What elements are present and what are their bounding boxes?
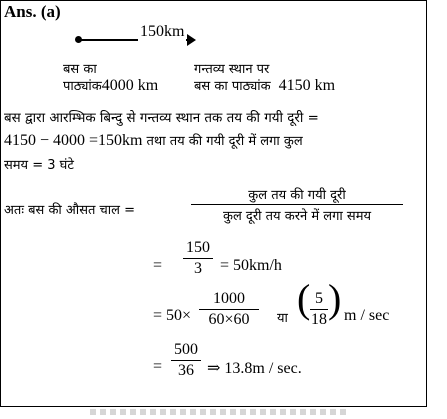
arrow-head-icon [187, 34, 196, 46]
step1-den: 3 [194, 260, 202, 277]
step3-result: ⇒ 13.8m / sec. [207, 360, 302, 377]
step2-pnum: 5 [315, 290, 323, 307]
step1-num: 150 [186, 239, 210, 256]
step1-eq: = [153, 257, 163, 274]
fraction-bar [171, 360, 201, 361]
answer-heading: Ans. (a) [4, 2, 61, 21]
cropped-text-strip [90, 409, 350, 415]
formula-label: अतः बस की औसत चाल = [4, 203, 136, 218]
step1-fraction [183, 239, 213, 278]
step2-paren-group [297, 276, 342, 331]
left-paren: ( [297, 276, 311, 321]
start-label-line2 [63, 76, 158, 95]
para-math: 4150 − 4000 =150km [4, 132, 143, 149]
step2-paren-fraction [310, 290, 328, 329]
fraction-bar [191, 204, 403, 205]
step2-pden: 18 [311, 311, 327, 328]
end-value: 4150 km [278, 77, 336, 94]
step2-or: या [277, 311, 288, 326]
end-label-line2 [194, 76, 335, 95]
step2-prefix: = 50× [153, 307, 192, 324]
start-point [75, 36, 82, 43]
step2-den: 60×60 [208, 311, 250, 328]
step2-num: 1000 [213, 290, 245, 307]
start-value: 4000 km [101, 77, 159, 94]
formula-numerator: कुल तय की गयी दूरी [248, 188, 346, 203]
fraction-bar [199, 309, 259, 310]
end-label-line1: गन्तव्य स्थान पर [194, 62, 270, 77]
para-text: तथा तय की गयी दूरी में लगा कुल [146, 134, 303, 149]
fraction-bar [183, 258, 213, 259]
step1-result: = 50km/h [220, 257, 282, 274]
step3-den: 36 [178, 362, 194, 379]
start-label-line1: बस का [63, 62, 97, 77]
step2-unit: m / sec [344, 307, 390, 324]
start-label-text: पाठ्यांक [63, 79, 102, 94]
step3-fraction [171, 341, 201, 380]
step3-num: 500 [174, 341, 198, 358]
para-line2 [4, 131, 303, 150]
end-label-text: बस का पाठ्यांक [194, 79, 271, 94]
para-line1: बस द्वारा आरम्भिक बिन्दु से गन्तव्य स्थान तक तय की गयी दूरी = [4, 111, 319, 126]
step3-eq: = [153, 358, 163, 375]
fraction-bar [310, 309, 328, 310]
formula-denominator: कुल दूरी तय करने में लगा समय [222, 209, 372, 224]
step2-fraction [199, 290, 259, 329]
formula-fraction [191, 185, 403, 224]
right-paren: ) [328, 276, 342, 321]
para-line3: समय = 3 घंटे [4, 158, 74, 173]
distance-label: 150km [140, 23, 185, 40]
